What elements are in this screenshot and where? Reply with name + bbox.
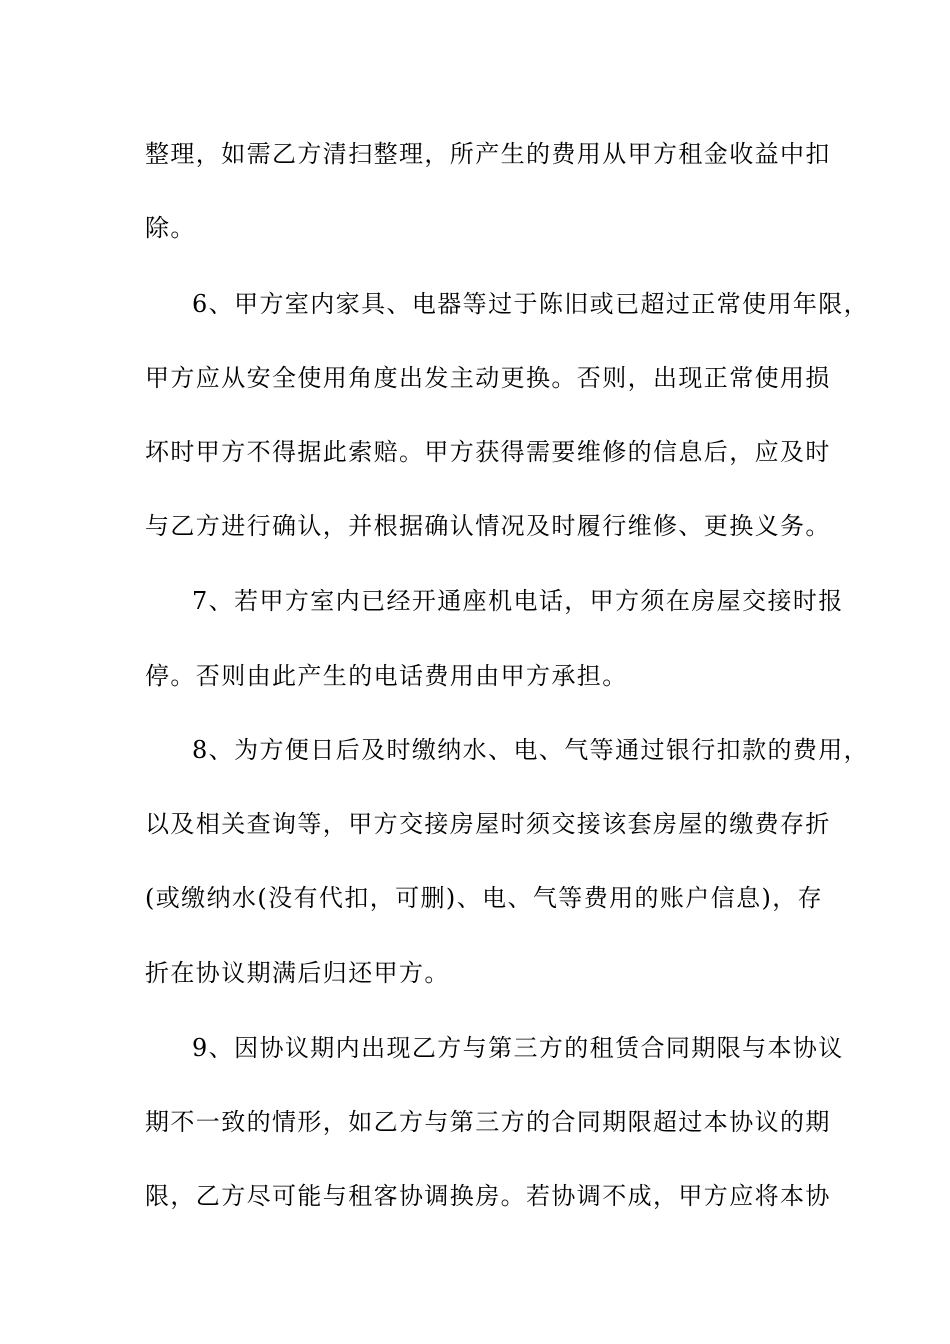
paragraph-line: (或缴纳水(没有代扣，可删)、电、气等费用的账户信息)，存	[145, 884, 824, 912]
paragraph-line: 整理，如需乙方清扫整理，所产生的费用从甲方租金收益中扣	[145, 140, 831, 168]
clause-7-first-line: 7、若甲方室内已经开通座机电话，甲方须在房屋交接时报	[192, 587, 844, 615]
paragraph-line: 甲方应从安全使用角度出发主动更换。否则，出现正常使用损	[145, 364, 831, 392]
paragraph-line: 除。	[145, 214, 196, 242]
clause-9-first-line: 9、因协议期内出现乙方与第三方的租赁合同期限与本协议	[192, 1034, 844, 1062]
paragraph-line: 限，乙方尽可能与租客协调换房。若协调不成，甲方应将本协	[145, 1182, 831, 1210]
clause-6-first-line: 6、甲方室内家具、电器等过于陈旧或已超过正常使用年限，	[192, 290, 870, 318]
paragraph-line: 折在协议期满后归还甲方。	[145, 959, 450, 987]
paragraph-line: 期不一致的情形，如乙方与第三方的合同期限超过本协议的期	[145, 1108, 831, 1136]
paragraph-line: 与乙方进行确认，并根据确认情况及时履行维修、更换义务。	[145, 512, 831, 540]
paragraph-line: 停。否则由此产生的电话费用由甲方承担。	[145, 662, 628, 690]
clause-8-first-line: 8、为方便日后及时缴纳水、电、气等通过银行扣款的费用，	[192, 736, 870, 764]
paragraph-line: 以及相关查询等，甲方交接房屋时须交接该套房屋的缴费存折	[145, 810, 831, 838]
paragraph-line: 坏时甲方不得据此索赔。甲方获得需要维修的信息后，应及时	[145, 438, 831, 466]
